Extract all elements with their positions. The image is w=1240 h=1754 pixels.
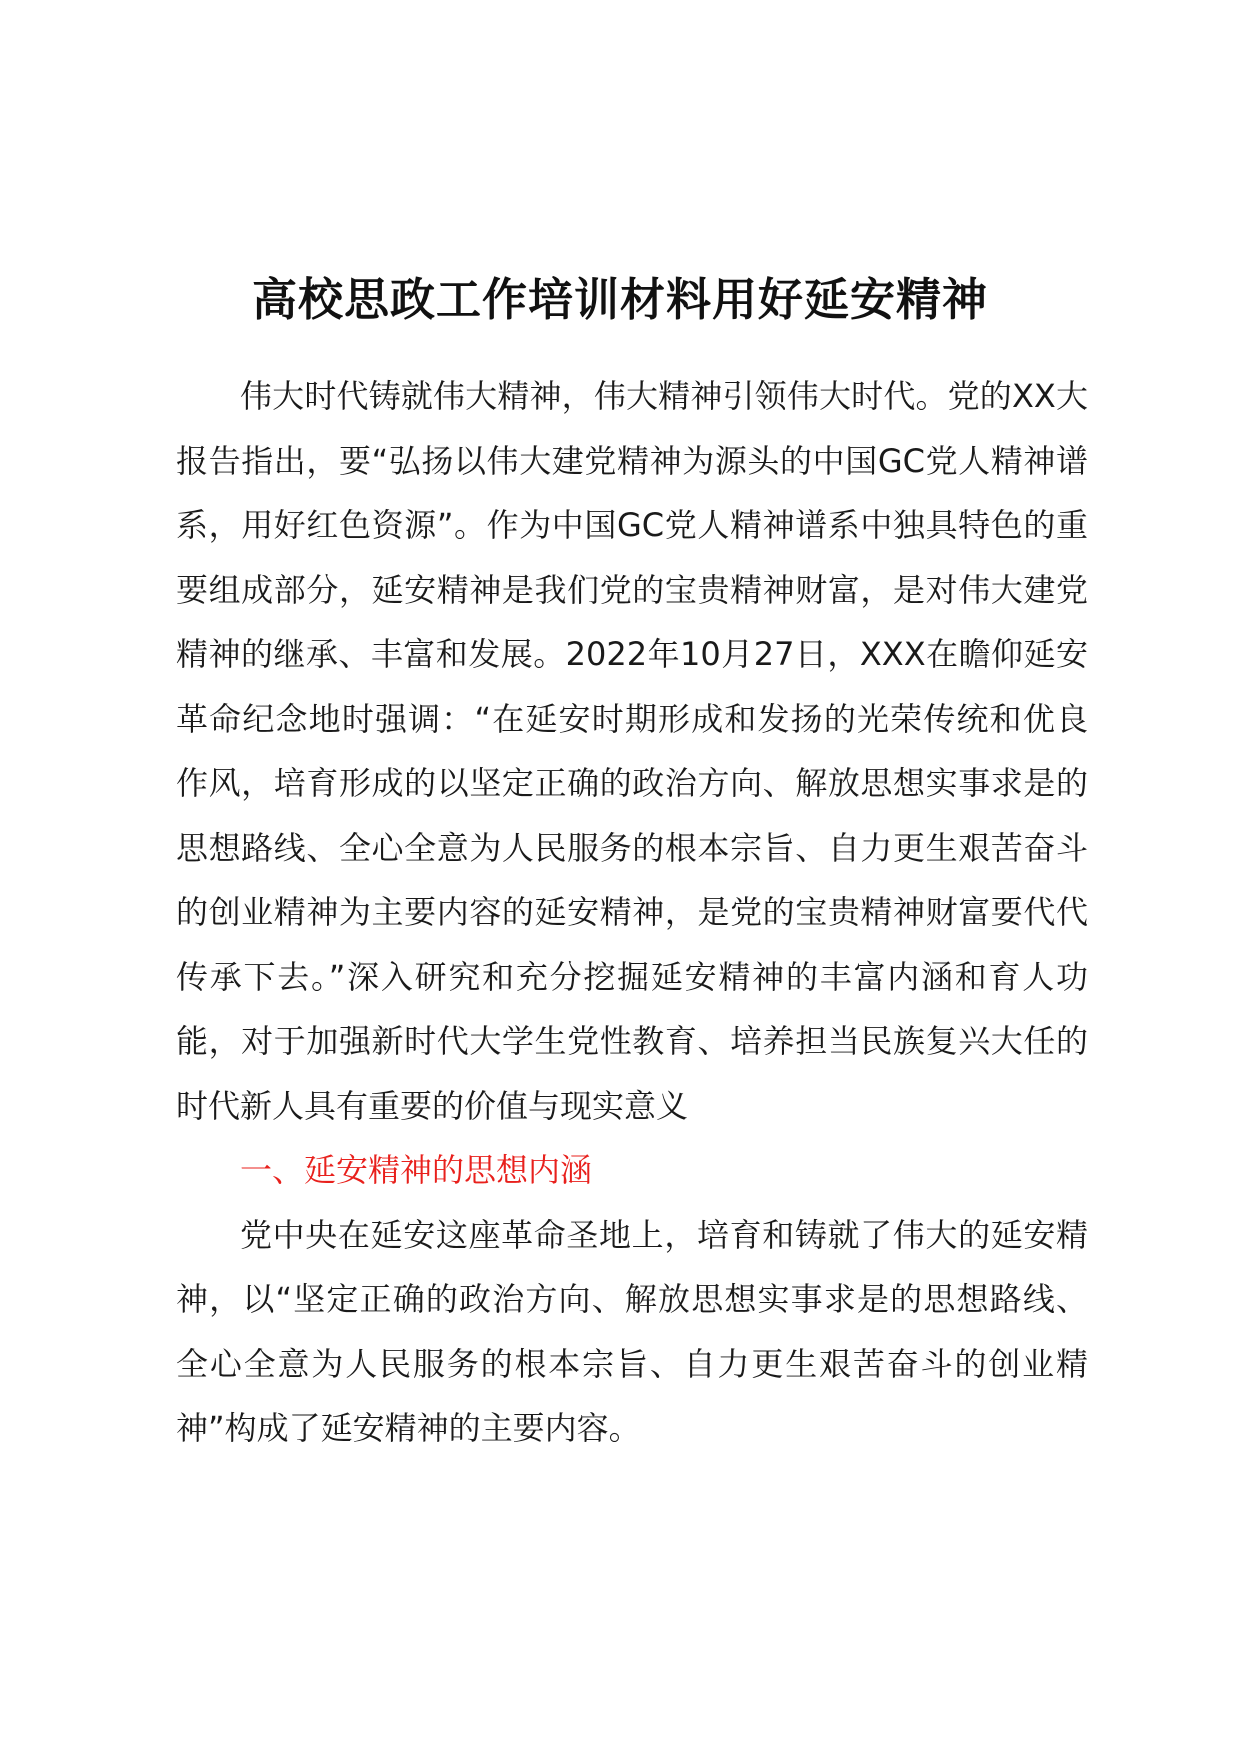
section-heading-1: 一、延安精神的思想内涵 bbox=[240, 1151, 593, 1189]
intro-paragraph: 伟大时代铸就伟大精神，伟大精神引领伟大时代。党的XX大报告指出，要“弘扬以伟大建党精神为源头的中国GC党人精神谱系，用好红色资源”。作为中国GC党人精神谱系中独具特色的重要组成部分，延安精神是我们党的宝贵精神财富，是对伟大建党精神的继承、丰富和发展。2022年10月27日，XXX在瞻仰延安革命纪念地时强调：“在延安时期形成和发扬的光荣传统和优良作风，培育形成的以坚定正确的政治方向、解放思想实事求是的思想路线、全心全意为人民服务的根本宗旨、自力更生艰苦奋斗的创业精神为主要内容的延安精神，是党的宝贵精神财富要代代传承下去。”深入研究和充分挖掘延安精神的丰富内涵和育人功能，对于加强新时代大学生党性教育、培养担当民族复兴大任的时代新人具有重要的价值与现实意义 bbox=[176, 377, 1088, 1125]
section-1-paragraph: 党中央在延安这座革命圣地上，培育和铸就了伟大的延安精神，以“坚定正确的政治方向、解放思想实事求是的思想路线、全心全意为人民服务的根本宗旨、自力更生艰苦奋斗的创业精神”构成了延安精神的主要内容。 bbox=[176, 1215, 1088, 1447]
document-body bbox=[176, 364, 1088, 1461]
document-title: 高校思政工作培训材料用好延安精神 bbox=[251, 273, 988, 326]
